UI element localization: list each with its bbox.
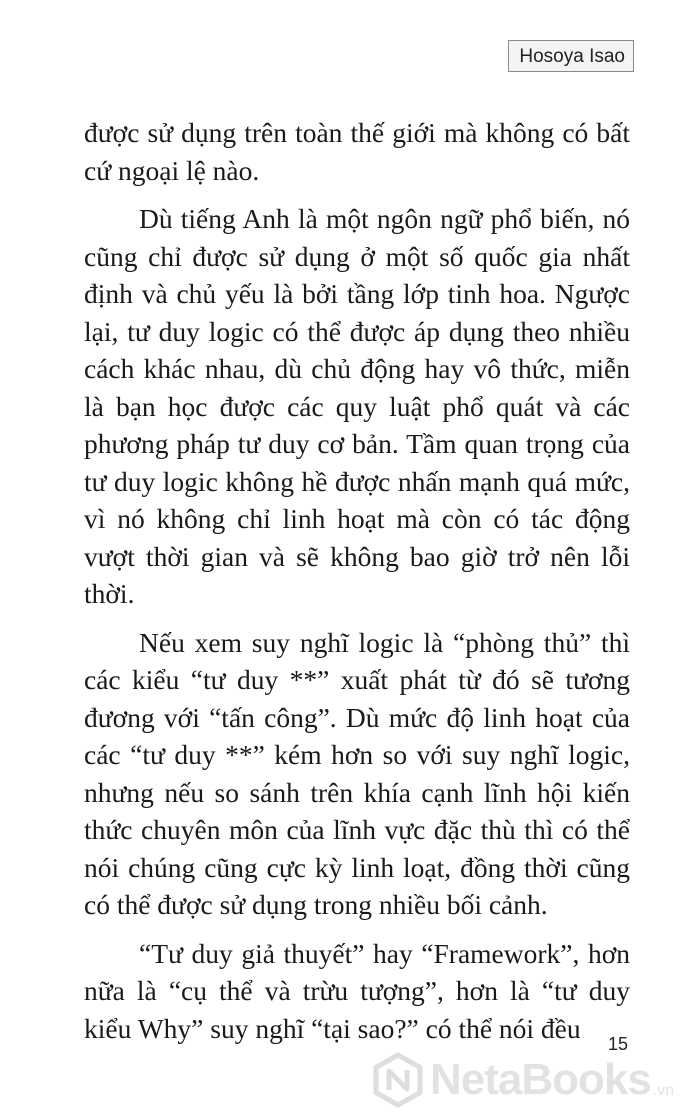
watermark-brand: NetaBooks [430, 1055, 651, 1104]
paragraph: Nếu xem suy nghĩ logic là “phòng thủ” thì các kiểu “tư duy **” xuất phát từ đó sẽ tương đương với “tấn công”. Dù mức độ linh hoạt của các “tư duy **” kém hơn so với suy nghĩ logic, nhưng nếu so sánh trên khía cạnh lĩnh hội kiến thức chuyên môn của lĩnh vực đặc thù thì có thể nói chúng cũng cực kỳ linh loạt, đồng thời cũng có thể được sử dụng trong nhiều bối cảnh. [84, 626, 630, 920]
page-body-text [84, 114, 630, 1058]
netabooks-logo-icon [370, 1052, 426, 1108]
page-number: 15 [607, 1034, 628, 1054]
paragraph: Dù tiếng Anh là một ngôn ngữ phổ biến, nó cũng chỉ được sử dụng ở một số quốc gia nhất định và chủ yếu là bởi tầng lớp tinh hoa. Ngược lại, tư duy logic có thể được áp dụng theo nhiều cách khác nhau, dù chủ động hay vô thức, miễn là bạn học được các quy luật phổ quát và các phương pháp tư duy cơ bản. Tầm quan trọng của tư duy logic không hề được nhấn mạnh quá mức, vì nó không chỉ linh hoạt mà còn có tác động vượt thời gian và sẽ không bao giờ trở nên lỗi thời. [84, 203, 630, 609]
running-header-author: Hosoya Isao [508, 40, 634, 72]
watermark-tld: .vn [652, 1082, 675, 1099]
publisher-watermark [370, 1052, 674, 1108]
paragraph: “Tư duy giả thuyết” hay “Framework”, hơn nữa là “cụ thể và trừu tượng”, hơn là “tư duy kiểu Why” suy nghĩ “tại sao?” có thể nói đều [84, 937, 630, 1044]
paragraph-continued: được sử dụng trên toàn thế giới mà không có bất cứ ngoại lệ nào. [84, 117, 630, 186]
